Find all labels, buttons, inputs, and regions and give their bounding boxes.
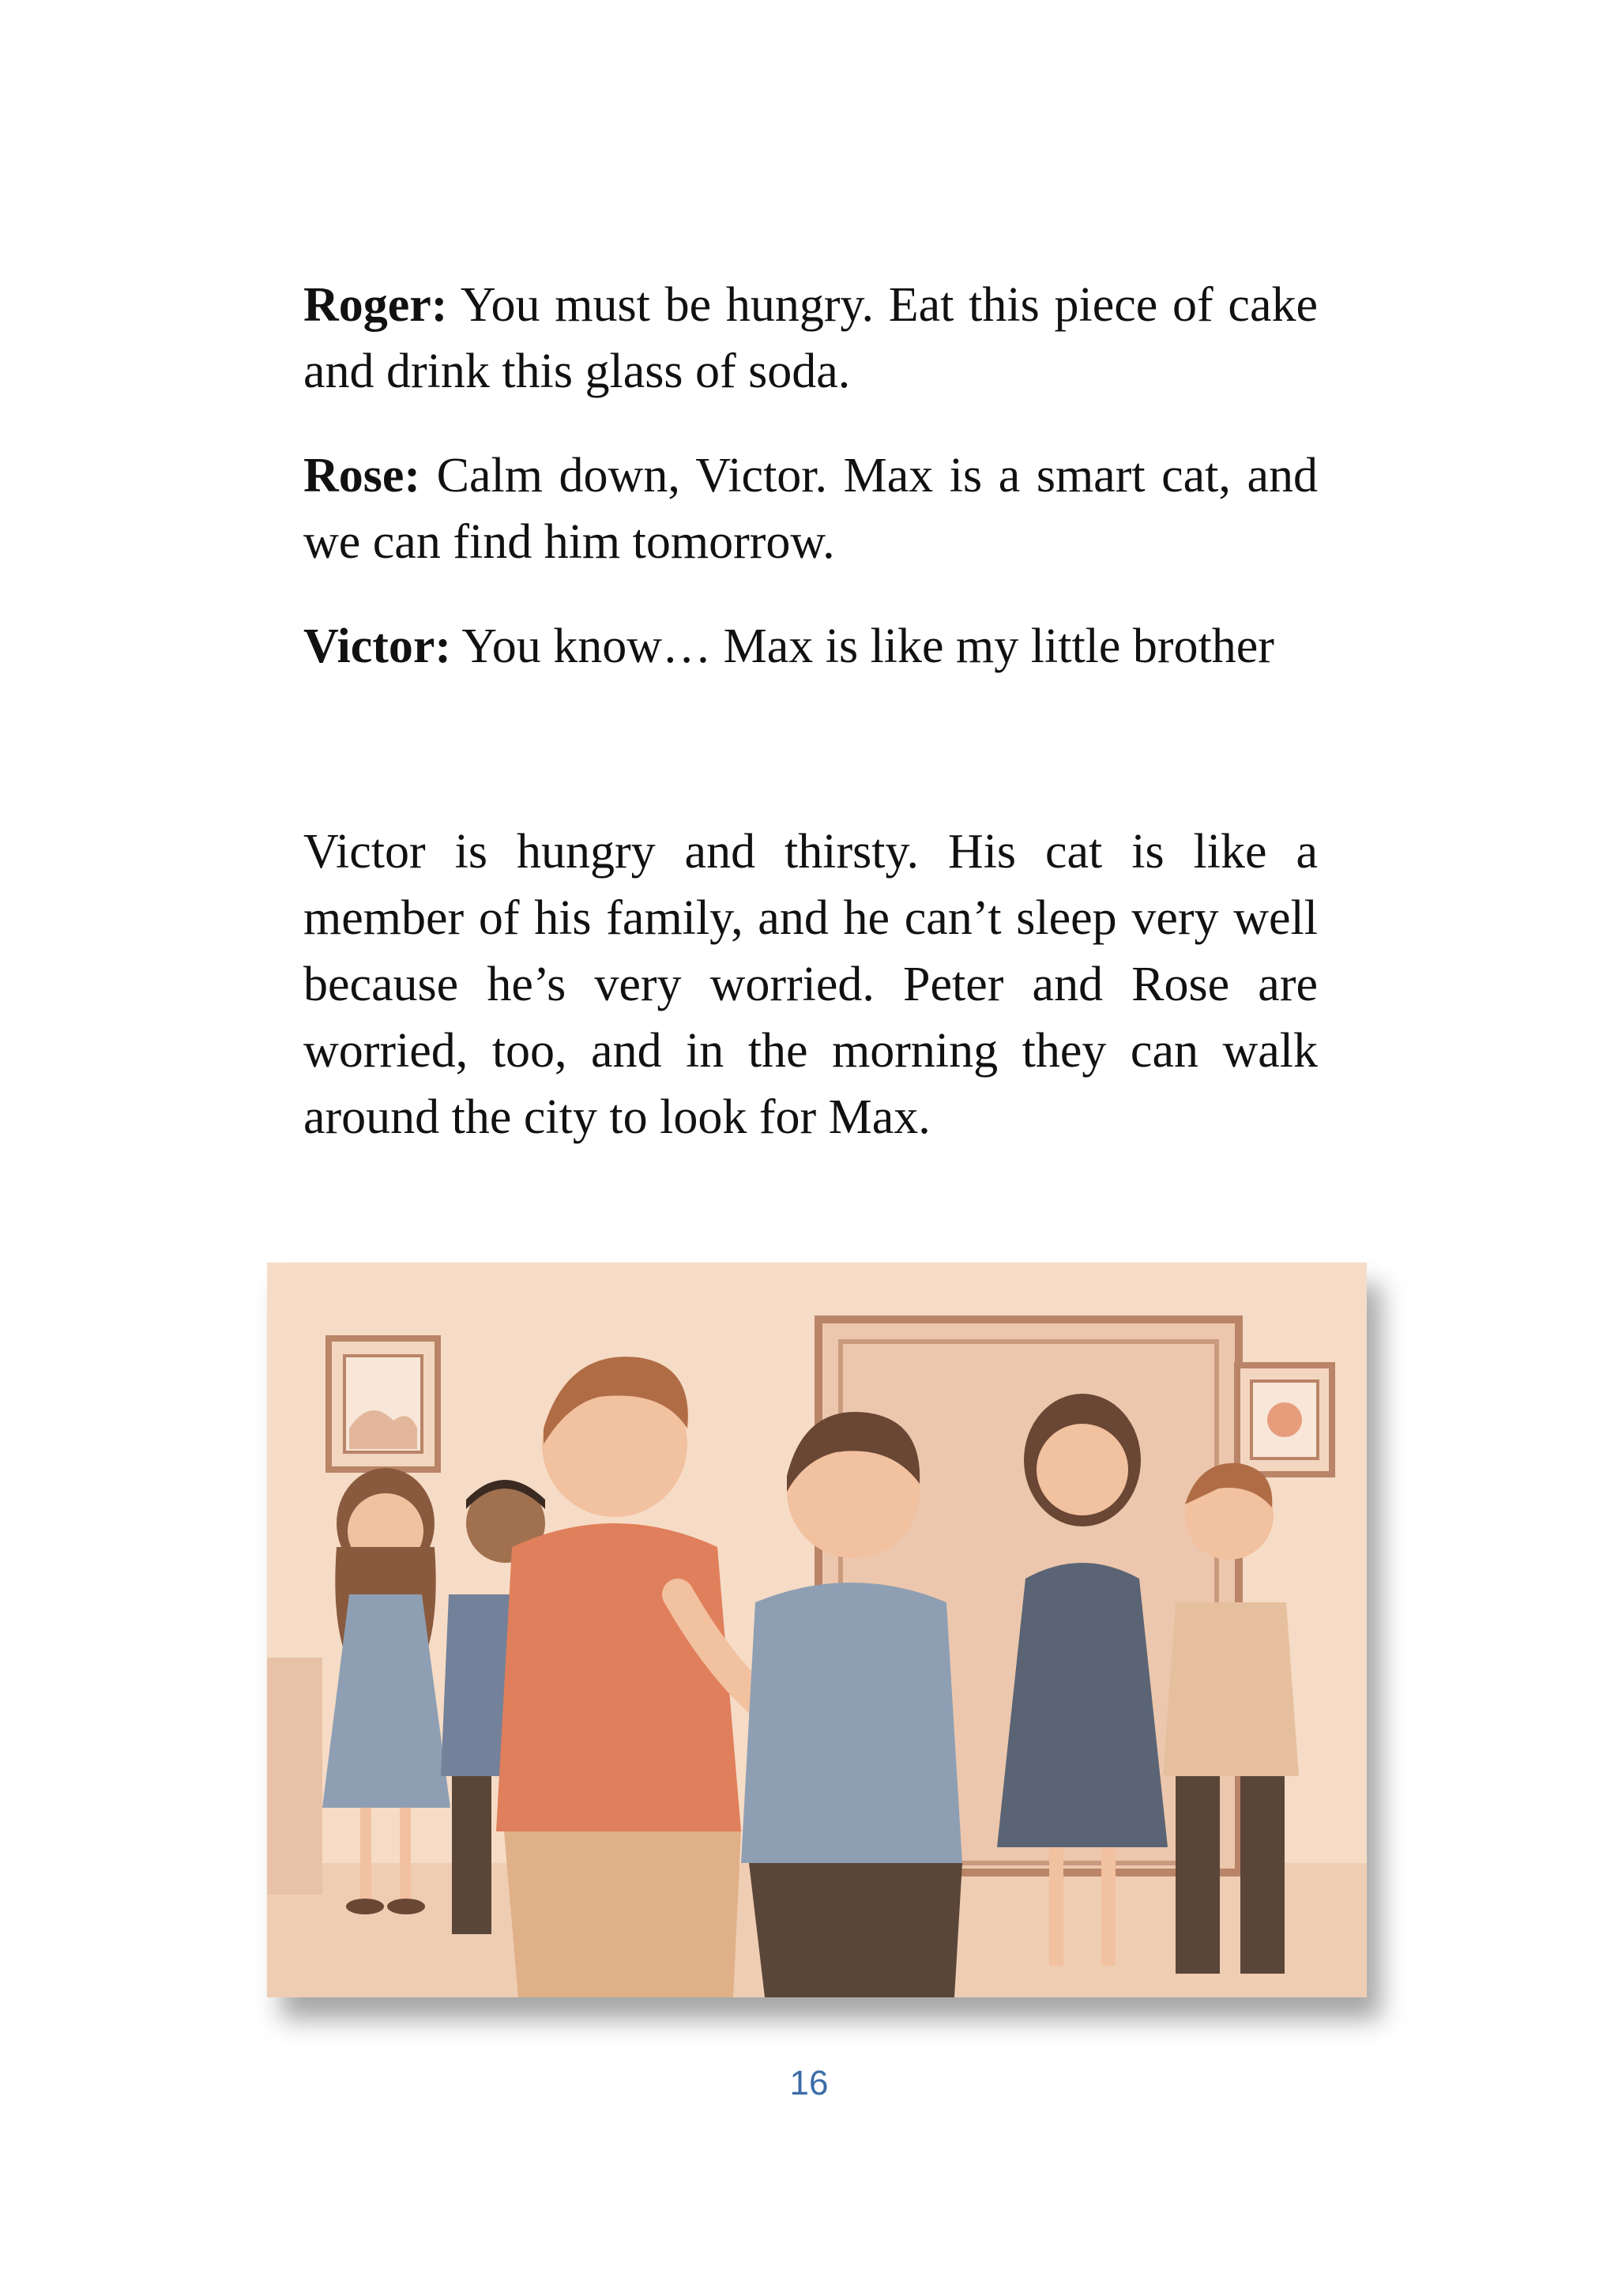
narration-paragraph: Victor is hungry and thirsty. His cat is like a member of his family, and he can’t sleep very well because he’s very worried. Peter and Rose are worried, too, and in the morning they can walk around the city to look for Max. <box>303 825 1318 1144</box>
line-rose: Calm down, Victor. Max is a smart cat, and we can find him tomorrow. <box>303 449 1318 569</box>
speaker-rose: Rose: <box>303 449 421 502</box>
family-comforting-scene <box>267 1263 1367 1997</box>
line-victor: You know… Max is like my little brother <box>451 619 1274 673</box>
speaker-roger: Roger: <box>303 278 448 332</box>
dialogue-rose <box>303 442 1318 575</box>
page-number: 16 <box>789 2064 829 2102</box>
story-illustration <box>267 1263 1367 1997</box>
line-roger: You must be hungry. Eat this piece of cake and drink this glass of soda. <box>303 278 1318 398</box>
speaker-victor: Victor: <box>303 619 452 673</box>
dialogue-victor <box>303 613 1318 679</box>
dialogue-roger <box>303 272 1318 405</box>
